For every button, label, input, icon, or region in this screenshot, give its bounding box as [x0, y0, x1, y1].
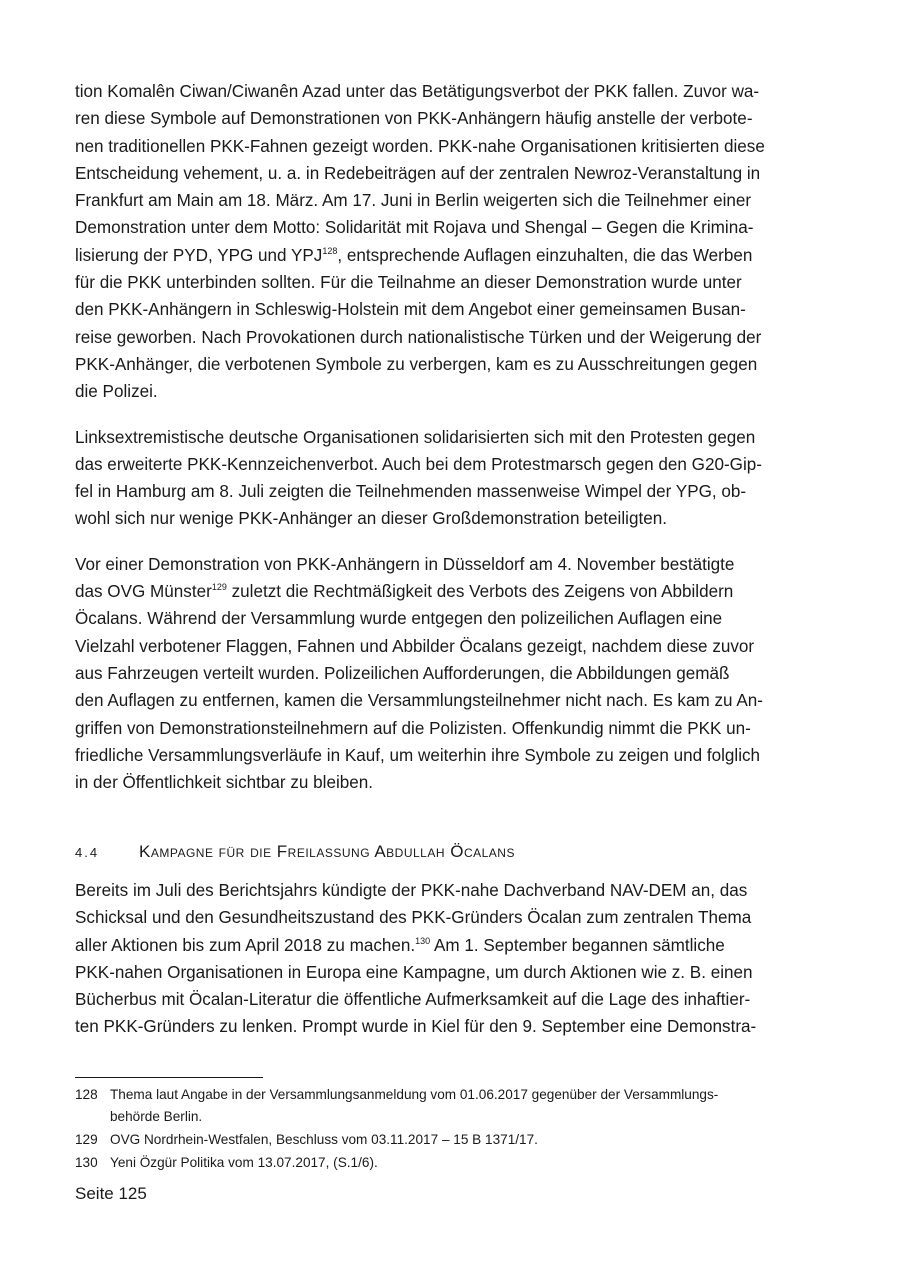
paragraph-ocalan-campaign	[75, 877, 827, 1041]
text-line: Entscheidung vehement, u. a. in Redebeiträgen auf der zentralen Newroz-Veranstaltung in	[75, 163, 761, 183]
footnote-number: 130	[75, 1155, 98, 1170]
text-line: Vor einer Demonstration von PKK-Anhängern in Düsseldorf am 4. November bestätigte	[75, 554, 735, 574]
footnote-number: 129	[75, 1132, 98, 1147]
text-line: Frankfurt am Main am 18. März. Am 17. Juni in Berlin weigerten sich die Teilnehmer einer	[75, 191, 752, 211]
footnote-text	[110, 1152, 378, 1174]
paragraph-duesseldorf-demonstration	[75, 551, 827, 797]
text-line: friedliche Versammlungsverläufe in Kauf, um weiterhin ihre Symbole zu zeigen und folglich	[75, 745, 761, 765]
text-line: Öcalans. Während der Versammlung wurde entgegen den polizeilichen Auflagen eine	[75, 609, 723, 629]
text-fragment: aller Aktionen bis zum April 2018 zu machen.	[75, 935, 416, 955]
text-line	[75, 932, 827, 959]
text-line: griffen von Demonstrationsteilnehmern auf die Polizisten. Offenkundig nimmt die PKK un-	[75, 718, 751, 738]
text-line: aus Fahrzeugen verteilt wurden. Polizeilichen Aufforderungen, die Abbildungen gemäß	[75, 663, 730, 683]
section-number: 4.4	[75, 845, 100, 860]
footnote-ref-129[interactable]: 129	[211, 582, 227, 593]
text-line: den PKK-Anhängern in Schleswig-Holstein mit dem Angebot einer gemeinsamen Busan-	[75, 300, 746, 320]
footnote-129	[75, 1129, 827, 1151]
text-line: für die PKK unterbinden sollten. Für die Teilnahme an dieser Demonstration wurde unter	[75, 273, 742, 293]
footnotes	[75, 1084, 827, 1175]
text-line: Bücherbus mit Öcalan-Literatur die öffentliche Aufmerksamkeit auf die Lage des inhaftier-	[75, 990, 751, 1010]
footnote-line: Thema laut Angabe in der Versammlungsanmeldung vom 01.06.2017 gegenüber der Versammlungs-	[110, 1087, 719, 1102]
text-line	[75, 578, 827, 605]
text-line: Bereits im Juli des Berichtsjahrs kündigte der PKK-nahe Dachverband NAV-DEM an, das	[75, 881, 748, 900]
footnote-text	[110, 1129, 538, 1151]
section-title: Kampagne für die Freilassung Abdullah Öcalans	[139, 842, 515, 861]
text-line: Vielzahl verbotener Flaggen, Fahnen und Abbilder Öcalans gezeigt, nachdem diese zuvor	[75, 636, 755, 656]
paragraph-pkk-symbols	[75, 78, 827, 406]
footnote-ref-130[interactable]: 130	[415, 935, 431, 946]
text-line: Schicksal und den Gesundheitszustand des PKK-Gründers Öcalan zum zentralen Thema	[75, 908, 752, 928]
footnote-text	[110, 1084, 718, 1128]
text-line: Demonstration unter dem Motto: Solidarität mit Rojava und Shengal – Gegen die Krimina-	[75, 218, 754, 238]
footnote-divider	[75, 1077, 263, 1078]
text-fragment: lisierung der PYD, YPG und YPJ	[75, 245, 323, 265]
text-line: fel in Hamburg am 8. Juli zeigten die Teilnehmenden massenweise Wimpel der YPG, ob-	[75, 482, 747, 502]
text-line: PKK-Anhänger, die verbotenen Symbole zu verbergen, kam es zu Ausschreitungen gegen	[75, 354, 758, 374]
text-fragment: das OVG Münster	[75, 582, 212, 602]
footnote-line: behörde Berlin.	[110, 1109, 203, 1124]
text-line: ren diese Symbole auf Demonstrationen von PKK-Anhängern häufig anstelle der verbote-	[75, 109, 753, 129]
text-line: PKK-nahen Organisationen in Europa eine Kampagne, um durch Aktionen wie z. B. einen	[75, 962, 753, 982]
text-line: Linksextremistische deutsche Organisationen solidarisierten sich mit den Protesten gegen	[75, 427, 756, 447]
text-line: reise geworben. Nach Provokationen durch nationalistische Türken und der Weigerung der	[75, 327, 762, 347]
text-line: in der Öffentlichkeit sichtbar zu bleiben.	[75, 773, 374, 793]
text-fragment: zuletzt die Rechtmäßigkeit des Verbots des Zeigens von Abbildern	[226, 582, 734, 602]
footnote-line: OVG Nordrhein-Westfalen, Beschluss vom 03.11.2017 – 15 B 1371/17.	[110, 1132, 538, 1147]
text-line: nen traditionellen PKK-Fahnen gezeigt worden. PKK-nahe Organisationen kritisierten diese	[75, 136, 765, 156]
footnote-128	[75, 1084, 827, 1128]
text-line: wohl sich nur wenige PKK-Anhänger an dieser Großdemonstration beteiligten.	[75, 509, 667, 529]
text-fragment: Am 1. September begannen sämtliche	[430, 935, 725, 955]
footnote-130	[75, 1152, 827, 1174]
text-line: ten PKK-Gründers zu lenken. Prompt wurde in Kiel für den 9. September eine Demonstra-	[75, 1017, 757, 1037]
section-heading	[75, 842, 515, 862]
text-fragment: , entsprechende Auflagen einzuhalten, die das Werben	[337, 245, 753, 265]
text-line: das erweiterte PKK-Kennzeichenverbot. Auch bei dem Protestmarsch gegen den G20-Gip-	[75, 454, 762, 474]
body-text	[75, 78, 827, 814]
footnote-line: Yeni Özgür Politika vom 13.07.2017, (S.1/6).	[110, 1155, 378, 1170]
footnote-number: 128	[75, 1087, 98, 1102]
paragraph-left-extremist-solidarity	[75, 424, 827, 533]
text-line: den Auflagen zu entfernen, kamen die Versammlungsteilnehmer nicht nach. Es kam zu An-	[75, 691, 763, 711]
text-line: die Polizei.	[75, 382, 158, 402]
text-line	[75, 242, 827, 269]
page-number: Seite 125	[75, 1184, 147, 1203]
text-line: tion Komalên Ciwan/Ciwanên Azad unter das Betätigungsverbot der PKK fallen. Zuvor wa-	[75, 82, 760, 101]
footnote-ref-128[interactable]: 128	[322, 245, 338, 256]
